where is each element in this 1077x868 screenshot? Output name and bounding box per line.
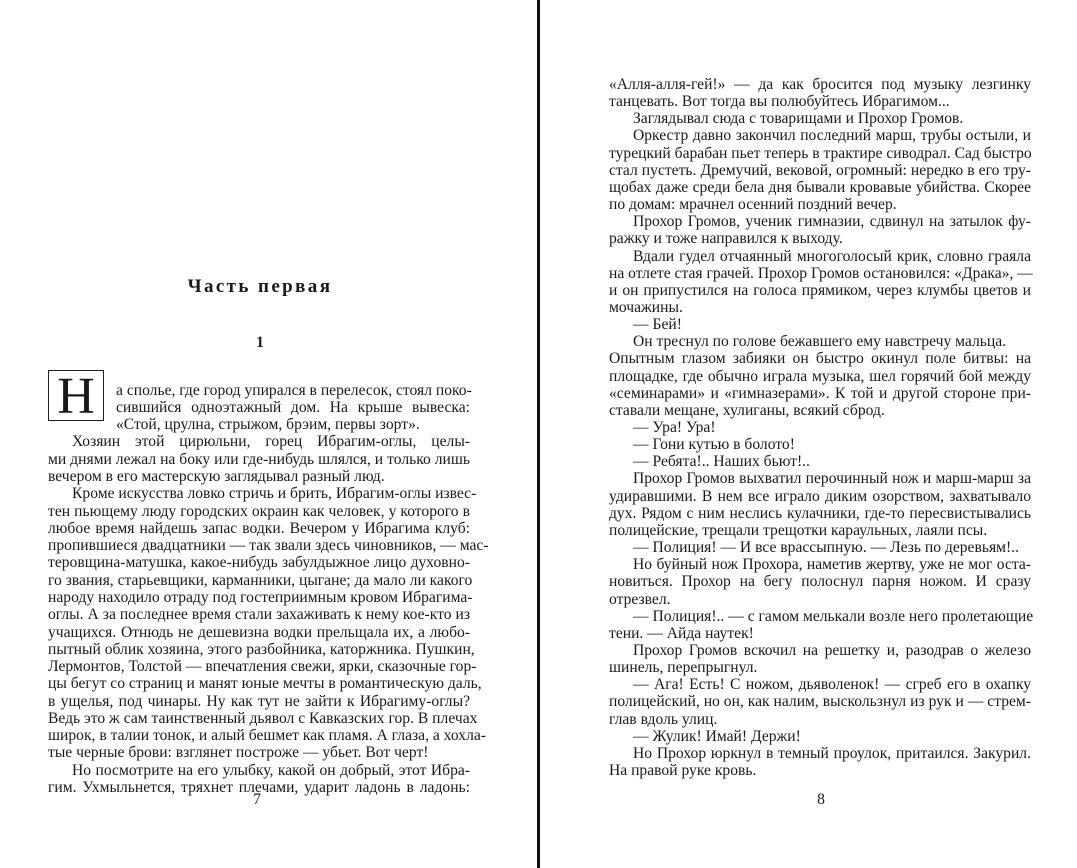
text-line: ражку и тоже направился к выходу.	[609, 230, 843, 247]
text-line: любое время найдешь запас водки. Вечером у Ибрагима клуб:	[48, 520, 470, 537]
text-line: тен пьющему люду городских окраин как человек, у которого в	[48, 503, 470, 520]
text-line: Хозяин этой цирюльни, горец Ибрагим-оглы, целы-	[72, 433, 470, 450]
text-line: ставали мещане, хулиганы, всякий сброд.	[609, 402, 885, 419]
text-line: оглы. А за последнее время стали захаживать к нему кое-кто из	[48, 606, 470, 623]
text-line: Ведь это ж сам таинственный дьявол с Кавказских гор. В плечах	[48, 710, 478, 727]
text-line: теровщина-матушка, какое-нибудь забулдыжное лицо духовно-	[48, 554, 470, 571]
text-line: Но буйный нож Прохора, наметив жертву, уже не мог оста-	[633, 556, 1031, 573]
text-line: народу находило отраду под гостеприимным кровом Ибрагима-	[48, 589, 473, 606]
text-line: щобах даже среди бела дня бывали кровавые убийства. Скорее	[609, 179, 1031, 196]
text-line: танцевать. Вот тогда вы полюбуйтесь Ибрагимом...	[609, 93, 950, 110]
text-line: вечером в его мастерскую заглядывал разный люд.	[48, 468, 385, 485]
text-line: стал пустеть. Дремучий, вековой, огромный: нередко в его тру-	[609, 162, 1031, 179]
text-line: тые черные брови: взглянет построже — убьет. Вот черт!	[48, 744, 429, 761]
text-line: цы бегут со страниц и манят юные мечты в романтическую даль,	[48, 675, 482, 692]
text-line: — Ура! Ура!	[633, 419, 716, 436]
text-line: го звания, старьевщики, карманники, цыгане; да мало ли какого	[48, 572, 473, 589]
text-line: Прохор Громов вскочил на решетку и, разодрав о железо	[633, 642, 1031, 659]
right-page	[541, 0, 1077, 868]
text-line: а спольe, где город упирался в перелесок, стоял поко-	[116, 382, 472, 399]
text-line: в ущелья, под чинары. Ну как тут не зайти к Ибрагиму-оглы?	[48, 693, 470, 710]
text-line: Заглядывал сюда с товарищами и Прохор Громов.	[633, 110, 964, 127]
text-line: турецкий барабан пьет теперь в трактире сиводрал. Сад быстро	[609, 145, 1032, 162]
text-line: На правой руке кровь.	[609, 762, 757, 779]
text-line: отрезвел.	[609, 591, 671, 608]
text-line: мочажины.	[609, 299, 683, 316]
text-line: площадке, где обычно играла музыка, шел горячий бой между	[609, 368, 1031, 385]
text-line: глав вдоль улиц.	[609, 711, 718, 728]
text-line: Лермонтов, Толстой — впечатления свежи, ярки, сказочные гор-	[48, 658, 477, 675]
text-line: Прохор Громов, ученик гимназии, сдвинул на затылок фу-	[633, 213, 1031, 230]
text-line: Он треснул по голове бежавшего ему навстречу мальца.	[633, 333, 1007, 350]
text-line: на отлете стая грачей. Прохор Громов остановился: «Драка», —	[609, 265, 1033, 282]
text-line: полицейский, но он, как налим, выскользнул из рук и — стрем-	[609, 693, 1031, 710]
text-line: сившийся одноэтажный дом. На крыше вывеска:	[116, 399, 470, 416]
text-line: широк, в талии тонок, и алый бешмет как пламя. А глаза, а хохла-	[48, 727, 486, 744]
left-page	[0, 0, 537, 868]
text-line: полицейские, трещали трещотки караульных, лаяли псы.	[609, 522, 988, 539]
drop-cap	[48, 367, 104, 425]
text-line: дух. Рядом с ним неслись кулачники, где-то пересвистывались	[609, 505, 1031, 522]
text-line: и он припустился на голоса прямиком, через клумбы цветов и	[609, 282, 1031, 299]
page-gutter-divider	[537, 0, 540, 868]
drop-cap-letter: Н	[57, 367, 95, 425]
text-line: тени. — Айда наутек!	[609, 625, 754, 642]
page-number-left: 7	[253, 791, 261, 808]
text-line: пропившиеся двадцатники — так звали здесь чиновников, — мас-	[48, 537, 489, 554]
text-line: Опытным глазом забияки он быстро окинул поле битвы: на	[609, 350, 1031, 367]
text-line: «Стой, црулна, стрыжом, брэим, первы зорт».	[116, 416, 420, 433]
text-line: удиравшими. В нем все играло диким озорством, захватывало	[609, 488, 1031, 505]
part-title: Часть первая	[187, 276, 333, 297]
text-line: — Ага! Есть! С ножом, дьяволенок! — сгреб его в охапку	[633, 676, 1031, 693]
text-line: Кроме искусства ловко стричь и брить, Ибрагим-оглы извес-	[72, 485, 477, 502]
text-line: — Бей!	[633, 316, 682, 333]
text-line: Прохор Громов выхватил перочинный нож и марш-марш за	[633, 470, 1031, 487]
text-line: гим. Ухмыльнется, тряхнет плечами, ударит ладонь в ладонь:	[48, 779, 470, 796]
text-line: учащихся. Отнюдь не дешевизна водки прельщала их, а любо-	[48, 624, 470, 641]
text-line: ми днями лежал на боку или где-нибудь шлялся, и только лишь	[48, 451, 470, 468]
text-line: «семинарами» и «гимназерами». К той и другой стороне при-	[609, 385, 1031, 402]
text-line: — Гони кутью в болото!	[633, 436, 795, 453]
text-line: пытный облик хозяина, этого разбойника, каторжника. Пушкин,	[48, 641, 475, 658]
text-line: шинель, перепрыгнул.	[609, 659, 758, 676]
text-line: по домам: мрачнел осенний поздний вечер.	[609, 196, 897, 213]
chapter-number: 1	[256, 334, 264, 351]
text-line: — Полиция! — И все врассыпную. — Лезь по деревьям!..	[633, 539, 1019, 556]
text-line: — Ребята!.. Наших бьют!..	[633, 453, 810, 470]
text-line: «Алля-алля-гей!» — да как бросится под музыку лезгинку	[609, 76, 1031, 93]
text-line: — Жулик! Имай! Держи!	[633, 728, 801, 745]
text-line: Но посмотрите на его улыбку, какой он добрый, этот Ибра-	[72, 762, 470, 779]
text-line: новиться. Прохор на бегу полоснул парня ножом. И сразу	[609, 573, 1031, 590]
text-line: Но Прохор юркнул в темный проулок, притаился. Закурил.	[633, 745, 1031, 762]
text-line: — Полиция!.. — с гамом мелькали возле него пролетающие	[633, 608, 1034, 625]
text-line: Вдали гудел отчаянный многоголосый крик, словно граяла	[633, 248, 1031, 265]
page-number-right: 8	[817, 791, 825, 808]
text-line: Оркестр давно закончил последний марш, трубы остыли, и	[633, 127, 1031, 144]
